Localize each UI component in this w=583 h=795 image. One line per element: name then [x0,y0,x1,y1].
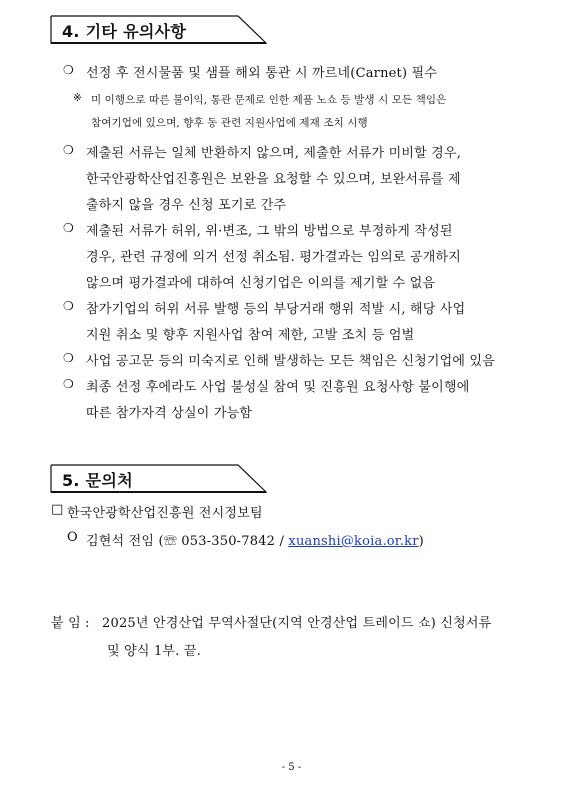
contact-organization: 한국안광학산업진흥원 전시정보팀 [67,506,263,521]
section-4-header [50,15,268,45]
contact-suffix: ) [418,534,424,549]
item-text: 사업 공고문 등의 미숙지로 인해 발생하는 모든 책임은 신청기업에 있음 [86,354,495,369]
section-4-title: 4. 기타 유의사항 [62,22,187,41]
section-5-header [50,464,268,494]
contact-line [86,530,424,549]
item-text: 제출된 서류는 일체 반환하지 않으며, 제출한 서류가 미비할 경우, [86,146,462,161]
item-text: 최종 선정 후에라도 사업 불성실 참여 및 진흥원 요청사항 불이행에 [86,380,470,395]
item-text: 따른 참가자격 상실이 가능함 [86,406,253,421]
item-text: 출하지 않을 경우 신청 포기로 간주 [86,198,287,213]
page-number: - 5 - [281,762,302,773]
attachment-label: 붙 임 : [51,616,90,631]
item-text: 한국안광학산업진흥원은 보완을 요청할 수 있으며, 보완서류를 제 [86,172,461,187]
bullet-icon: ❍ [63,143,74,157]
note-text: 미 이행으로 따른 불이익, 통관 문제로 인한 제품 노쇼 등 발생 시 모든 책임은 [91,94,447,106]
bullet-icon: ❍ [63,377,74,391]
attachment-text: 및 양식 1부. 끝. [107,644,201,659]
contact-person: 김현석 전임 (☏ 053-350-7842 / [86,534,289,549]
item-text: 선정 후 전시물품 및 샘플 해외 통관 시 까르네(Carnet) 필수 [86,66,438,81]
item-text: 않으며 평가결과에 대하여 신청기업은 이의를 제기할 수 없음 [86,276,436,291]
item-text: 경우, 관련 규정에 의거 선정 취소됨. 평가결과는 임의로 공개하지 [86,250,462,265]
note-mark: ※ [73,92,82,104]
contact-email-link[interactable]: xuanshi@koia.or.kr [288,534,419,549]
bullet-icon: ❍ [63,63,74,77]
item-text: 제출된 서류가 허위, 위·변조, 그 밖의 방법으로 부정하게 작성된 [86,224,453,239]
item-text: 참가기업의 허위 서류 발행 등의 부당거래 행위 적발 시, 해당 사업 [86,302,466,317]
bullet-icon: ❍ [63,299,74,313]
circle-bullet-icon: O [67,530,78,545]
section-5-title: 5. 문의처 [62,471,133,490]
item-text: 지원 취소 및 향후 지원사업 참여 제한, 고발 조치 등 엄벌 [86,328,415,343]
square-bullet-icon: □ [51,502,64,517]
attachment-text: 2025년 안경산업 무역사절단(지역 안경산업 트레이드 쇼) 신청서류 [102,616,492,631]
bullet-icon: ❍ [63,351,74,365]
note-text: 참여기업에 있으며, 향후 동 관련 지원사업에 제재 조치 시행 [91,117,368,129]
bullet-icon: ❍ [63,221,74,235]
